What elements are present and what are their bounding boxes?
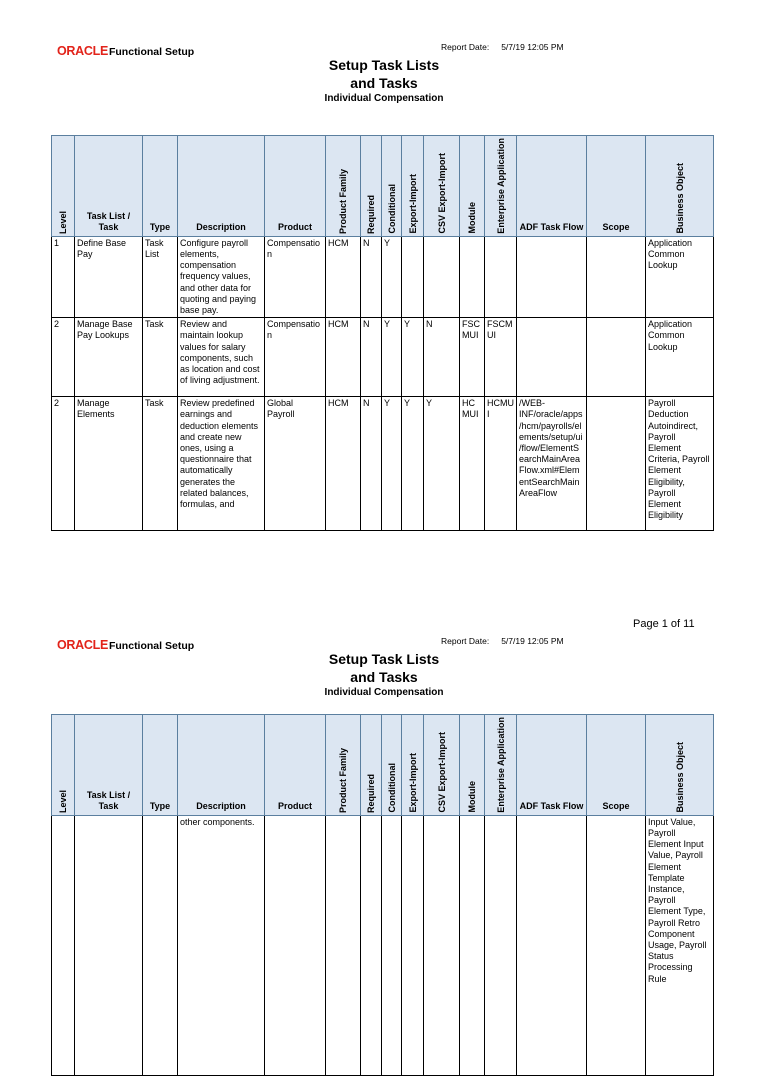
cell-description: Review and maintain lookup values for salary components, such as location and cost of living adjustment. xyxy=(178,318,265,397)
cell-scope xyxy=(587,815,646,1075)
cell-enterprise xyxy=(485,815,517,1075)
table-row xyxy=(52,236,714,317)
cell-scope xyxy=(587,397,646,531)
cell-csv: Y xyxy=(424,397,460,531)
cell-export xyxy=(402,236,424,317)
cell-conditional: Y xyxy=(382,397,402,531)
col-adf-task-flow: ADF Task Flow xyxy=(517,136,587,237)
col-enterprise-application: Enterprise Application xyxy=(485,715,517,816)
cell-module: FSCMUI xyxy=(460,318,485,397)
cell-product: Compensation xyxy=(265,236,326,317)
cell-type xyxy=(143,815,178,1075)
cell-module xyxy=(460,815,485,1075)
cell-task: Manage Elements xyxy=(75,397,143,531)
report-date xyxy=(441,636,564,646)
cell-description: other components. xyxy=(178,815,265,1075)
cell-business: Application Common Lookup xyxy=(646,318,714,397)
col-level: Level xyxy=(52,715,75,816)
report-date-label: Report Date: xyxy=(441,636,490,646)
col-scope: Scope xyxy=(587,136,646,237)
cell-required: N xyxy=(361,318,382,397)
title-line-2: and Tasks xyxy=(350,669,418,685)
logo-brand: ORACLE xyxy=(57,638,108,652)
col-adf-task-flow: ADF Task Flow xyxy=(517,715,587,816)
cell-conditional: Y xyxy=(382,318,402,397)
cell-level: 2 xyxy=(52,318,75,397)
col-enterprise-application: Enterprise Application xyxy=(485,136,517,237)
report-date-label: Report Date: xyxy=(441,42,490,52)
col-description: Description xyxy=(178,715,265,816)
cell-family xyxy=(326,815,361,1075)
col-business-object: Business Object xyxy=(646,136,714,237)
task-table xyxy=(51,714,714,1076)
col-level: Level xyxy=(52,136,75,237)
cell-module: HCMUI xyxy=(460,397,485,531)
col-csv-export-import: CSV Export-Import xyxy=(424,715,460,816)
cell-export xyxy=(402,815,424,1075)
col-required: Required xyxy=(361,715,382,816)
cell-level xyxy=(52,815,75,1075)
col-conditional: Conditional xyxy=(382,136,402,237)
cell-csv xyxy=(424,236,460,317)
col-export-import: Export-Import xyxy=(402,136,424,237)
cell-business: Application Common Lookup xyxy=(646,236,714,317)
col-scope: Scope xyxy=(587,715,646,816)
logo-brand: ORACLE xyxy=(57,44,108,58)
cell-type: Task xyxy=(143,397,178,531)
logo-text: Functional Setup xyxy=(108,640,195,652)
cell-type: Task List xyxy=(143,236,178,317)
cell-export: Y xyxy=(402,397,424,531)
cell-scope xyxy=(587,236,646,317)
report-date xyxy=(441,42,564,52)
cell-required: N xyxy=(361,236,382,317)
col-type: Type xyxy=(143,136,178,237)
cell-conditional: Y xyxy=(382,236,402,317)
cell-description: Configure payroll elements, compensation frequency values, and other data for quoting and paying base pay. xyxy=(178,236,265,317)
page-title xyxy=(0,650,768,686)
cell-required: N xyxy=(361,397,382,531)
cell-task: Define Base Pay xyxy=(75,236,143,317)
col-export-import: Export-Import xyxy=(402,715,424,816)
cell-product xyxy=(265,815,326,1075)
cell-type: Task xyxy=(143,318,178,397)
cell-csv xyxy=(424,815,460,1075)
cell-csv: N xyxy=(424,318,460,397)
cell-conditional xyxy=(382,815,402,1075)
cell-export: Y xyxy=(402,318,424,397)
col-task: Task List / Task xyxy=(75,715,143,816)
table-row xyxy=(52,318,714,397)
cell-level: 1 xyxy=(52,236,75,317)
col-business-object: Business Object xyxy=(646,715,714,816)
col-product-family: Product Family xyxy=(326,136,361,237)
task-table xyxy=(51,135,714,531)
cell-product: Compensation xyxy=(265,318,326,397)
page-subtitle: Individual Compensation xyxy=(324,93,444,104)
col-required: Required xyxy=(361,136,382,237)
col-type: Type xyxy=(143,715,178,816)
report-date-value: 5/7/19 12:05 PM xyxy=(501,42,564,52)
cell-adf: /WEB-INF/oracle/apps/hcm/payrolls/elements/setup/ui/flow/ElementSearchMainAreaFlow.xml#ElementSearchMainAreaFlow xyxy=(517,397,587,531)
table-row xyxy=(52,815,714,1075)
cell-adf xyxy=(517,318,587,397)
cell-description: Review predefined earnings and deduction elements and create new ones, using a questionnaire that automatically generates the related balances, formulas, and xyxy=(178,397,265,531)
cell-product: Global Payroll xyxy=(265,397,326,531)
cell-enterprise xyxy=(485,236,517,317)
cell-level: 2 xyxy=(52,397,75,531)
col-task: Task List / Task xyxy=(75,136,143,237)
cell-business: Payroll Deduction Autoindirect, Payroll Element Criteria, Payroll Element Eligibility, Payroll Element Eligibility xyxy=(646,397,714,531)
cell-task: Manage Base Pay Lookups xyxy=(75,318,143,397)
header-row xyxy=(52,715,714,816)
cell-enterprise: FSCMUI xyxy=(485,318,517,397)
cell-family: HCM xyxy=(326,318,361,397)
title-line-2: and Tasks xyxy=(350,75,418,91)
cell-task xyxy=(75,815,143,1075)
col-csv-export-import: CSV Export-Import xyxy=(424,136,460,237)
title-line-1: Setup Task Lists xyxy=(328,57,440,73)
col-product: Product xyxy=(265,136,326,237)
cell-enterprise: HCMUI xyxy=(485,397,517,531)
table-row xyxy=(52,397,714,531)
cell-adf xyxy=(517,815,587,1075)
page-title xyxy=(0,56,768,92)
page-number: Page 1 of 11 xyxy=(633,618,695,630)
col-conditional: Conditional xyxy=(382,715,402,816)
title-line-1: Setup Task Lists xyxy=(328,651,440,667)
logo-text: Functional Setup xyxy=(108,46,195,58)
page-subtitle: Individual Compensation xyxy=(324,687,444,698)
cell-family: HCM xyxy=(326,236,361,317)
header-row xyxy=(52,136,714,237)
cell-family: HCM xyxy=(326,397,361,531)
cell-scope xyxy=(587,318,646,397)
col-module: Module xyxy=(460,715,485,816)
report-date-value: 5/7/19 12:05 PM xyxy=(501,636,564,646)
cell-required xyxy=(361,815,382,1075)
cell-module xyxy=(460,236,485,317)
cell-adf xyxy=(517,236,587,317)
cell-business: Input Value, Payroll Element Input Value, Payroll Element Template Instance, Payroll Element Type, Payroll Retro Component Usage, Payroll Status Processing Rule xyxy=(646,815,714,1075)
col-product: Product xyxy=(265,715,326,816)
col-module: Module xyxy=(460,136,485,237)
col-description: Description xyxy=(178,136,265,237)
col-product-family: Product Family xyxy=(326,715,361,816)
